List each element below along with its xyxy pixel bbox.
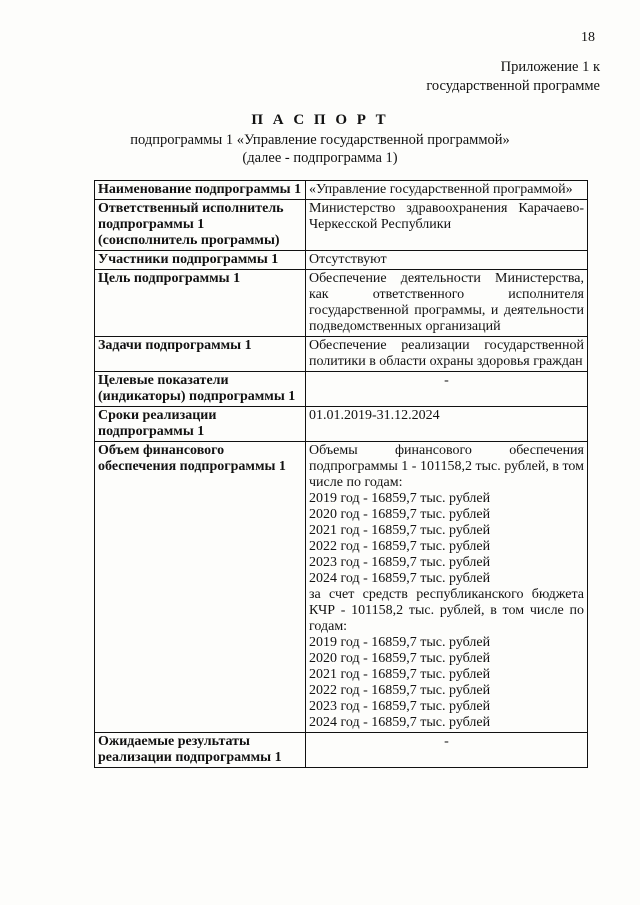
financing-year: 2023 год - 16859,7 тыс. рублей bbox=[309, 555, 491, 570]
table-row bbox=[95, 251, 588, 270]
row-value: 01.01.2019-31.12.2024 bbox=[306, 407, 588, 442]
financing-year: 2019 год - 16859,7 тыс. рублей bbox=[309, 491, 491, 506]
row-value: - bbox=[306, 733, 588, 768]
financing-year: 2021 год - 16859,7 тыс. рублей bbox=[309, 523, 491, 538]
budget-intro: за счет средств республиканского бюджета КЧР - 101158,2 тыс. рублей, в том числе по годам: bbox=[309, 587, 584, 634]
financing-value bbox=[306, 442, 588, 733]
row-label: Участники подпрограммы 1 bbox=[95, 251, 306, 270]
financing-year: 2020 год - 16859,7 тыс. рублей bbox=[309, 507, 491, 522]
subtitle-line-2: (далее - подпрограмма 1) bbox=[242, 150, 398, 166]
row-value: «Управление государственной программой» bbox=[306, 181, 588, 200]
row-value: Обеспечение реализации государственной политики в области охраны здоровья граждан bbox=[306, 337, 588, 372]
table-row bbox=[95, 270, 588, 337]
appendix-line-1: Приложение 1 к bbox=[500, 59, 600, 75]
budget-year: 2020 год - 16859,7 тыс. рублей bbox=[309, 651, 491, 666]
table-row bbox=[95, 372, 588, 407]
financing-year: 2024 год - 16859,7 тыс. рублей bbox=[309, 571, 491, 586]
row-label: Цель подпрограммы 1 bbox=[95, 270, 306, 337]
row-label: Целевые показатели (индикаторы) подпрограммы 1 bbox=[95, 372, 306, 407]
table-row bbox=[95, 407, 588, 442]
budget-year: 2024 год - 16859,7 тыс. рублей bbox=[309, 715, 491, 730]
row-label: Ожидаемые результаты реализации подпрограммы 1 bbox=[95, 733, 306, 768]
table-row bbox=[95, 200, 588, 251]
budget-year: 2022 год - 16859,7 тыс. рублей bbox=[309, 683, 491, 698]
table-row bbox=[95, 337, 588, 372]
financing-intro: Объемы финансового обеспечения подпрограммы 1 - 101158,2 тыс. рублей, в том числе по годам: bbox=[309, 443, 584, 490]
table-row bbox=[95, 733, 588, 768]
budget-year: 2021 год - 16859,7 тыс. рублей bbox=[309, 667, 491, 682]
financing-year: 2022 год - 16859,7 тыс. рублей bbox=[309, 539, 491, 554]
row-label: Объем финансового обеспечения подпрограммы 1 bbox=[95, 442, 306, 733]
document-subtitle bbox=[0, 131, 640, 167]
table-row bbox=[95, 181, 588, 200]
row-label: Задачи подпрограммы 1 bbox=[95, 337, 306, 372]
row-value: Министерство здравоохранения Карачаево-Черкесской Республики bbox=[306, 200, 588, 251]
budget-year: 2019 год - 16859,7 тыс. рублей bbox=[309, 635, 491, 650]
page-number: 18 bbox=[581, 30, 595, 45]
passport-table bbox=[94, 180, 588, 768]
appendix-note bbox=[426, 58, 600, 96]
row-value: - bbox=[306, 372, 588, 407]
row-label: Ответственный исполнитель подпрограммы 1 (соисполнитель программы) bbox=[95, 200, 306, 251]
subtitle-line-1: подпрограммы 1 «Управление государственной программой» bbox=[130, 132, 510, 148]
row-label: Сроки реализации подпрограммы 1 bbox=[95, 407, 306, 442]
row-label: Наименование подпрограммы 1 bbox=[95, 181, 306, 200]
document-title: П А С П О Р Т bbox=[251, 112, 389, 128]
table-row bbox=[95, 442, 588, 733]
row-value: Отсутствуют bbox=[306, 251, 588, 270]
budget-year: 2023 год - 16859,7 тыс. рублей bbox=[309, 699, 491, 714]
row-value: Обеспечение деятельности Министерства, как ответственного исполнителя государственной программы, и деятельности подведомственных организаций bbox=[306, 270, 588, 337]
appendix-line-2: государственной программе bbox=[426, 78, 600, 94]
